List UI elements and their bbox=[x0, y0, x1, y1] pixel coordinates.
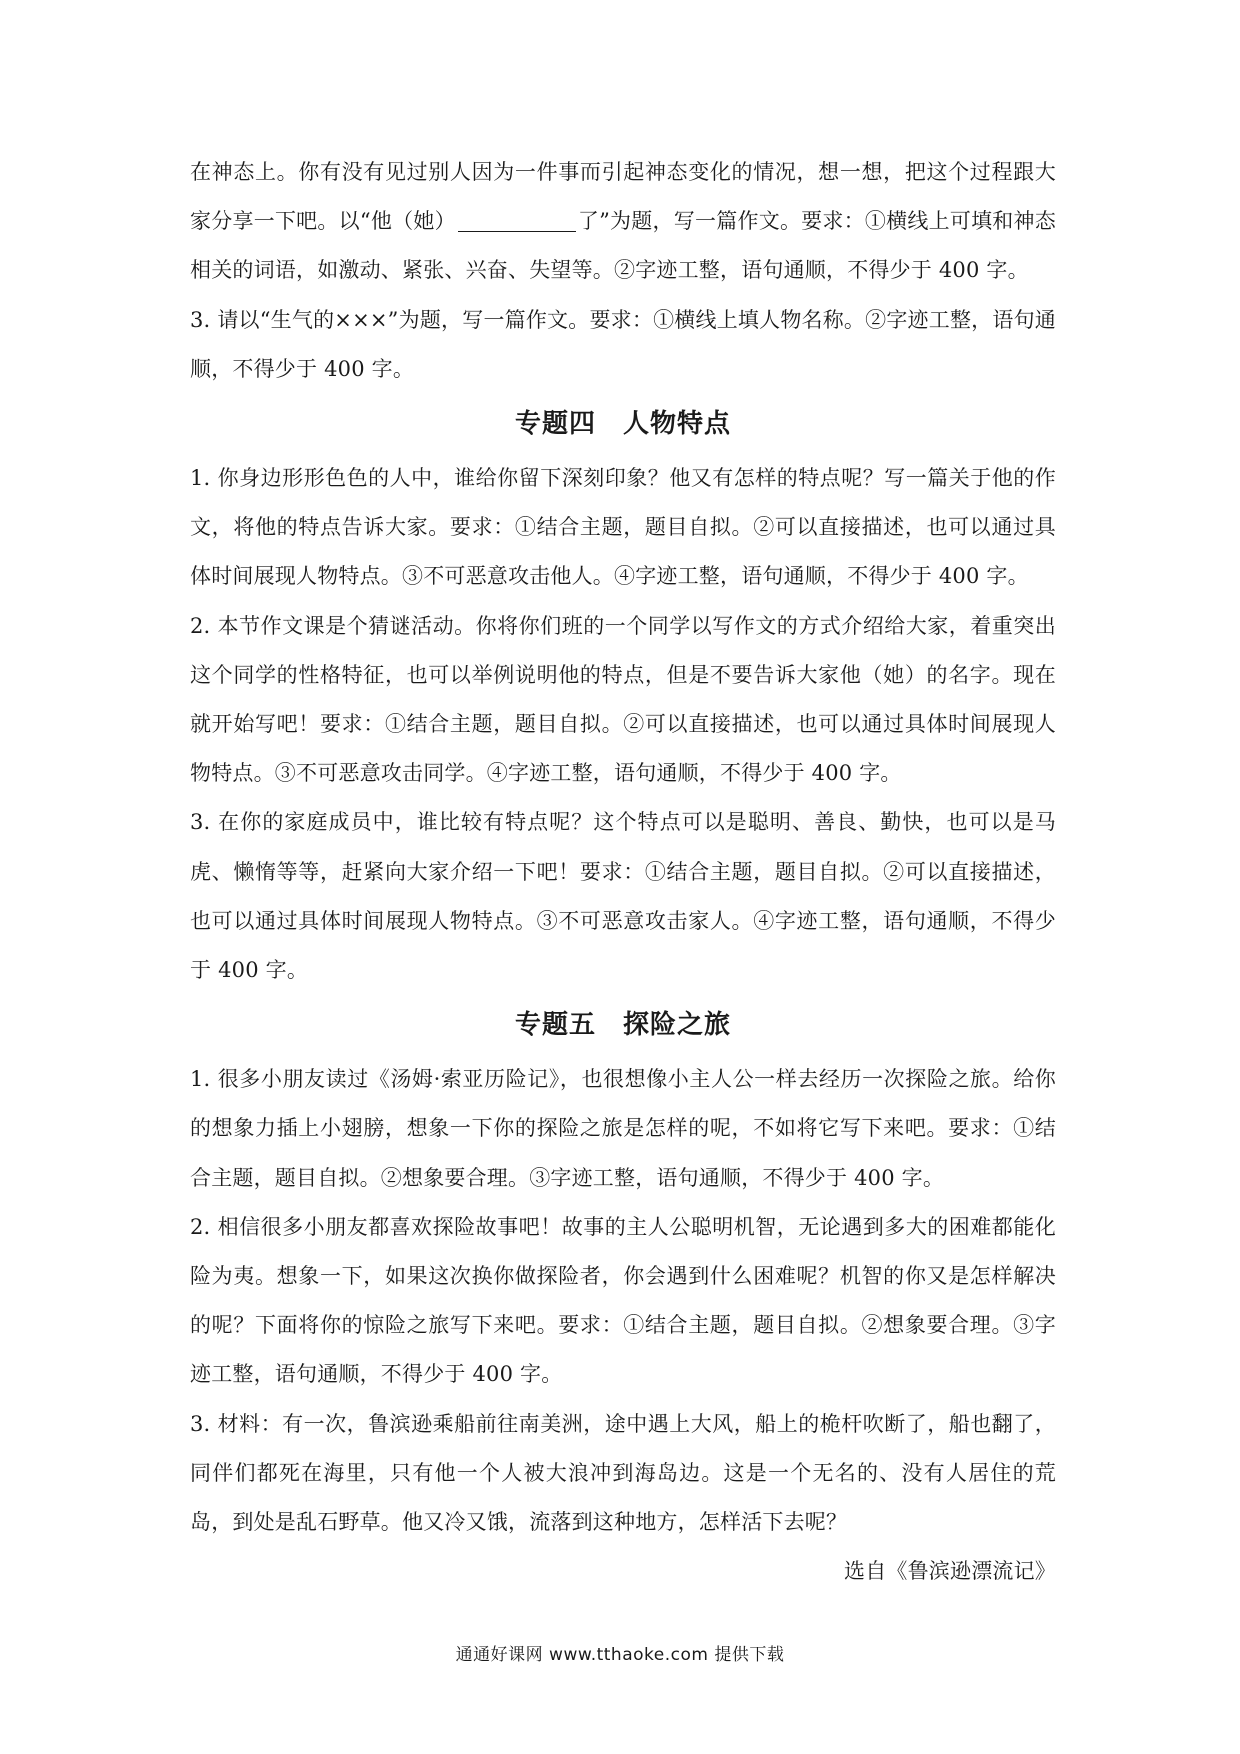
fill-in-blank-line bbox=[458, 209, 576, 232]
section-5-item-2: 2. 相信很多小朋友都喜欢探险故事吧！故事的主人公聪明机智，无论遇到多大的困难都能化险为夷。想象一下，如果这次换你做探险者，你会遇到什么困难呢？机智的你又是怎样解决的呢？下面将你的惊险之旅写下来吧。要求：①结合主题，题目自拟。②想象要合理。③字迹工整，语句通顺，不得少于 400 字。 bbox=[190, 1214, 1056, 1387]
section-5-item-3-text: 3. 材料：有一次，鲁滨逊乘船前往南美洲，途中遇上大风，船上的桅杆吹断了，船也翻了，同伴们都死在海里，只有他一个人被大浪冲到海岛边。这是一个无名的、没有人居住的荒岛，到处是乱石野草。他又冷又饿，流落到这种地方，怎样活下去呢？ bbox=[190, 1411, 1056, 1535]
intro-item-3: 3. 请以“生气的×××”为题，写一篇作文。要求：①横线上填人物名称。②字迹工整，语句通顺，不得少于 400 字。 bbox=[190, 307, 1056, 381]
section-4-item-1: 1. 你身边形形色色的人中，谁给你留下深刻印象？他又有怎样的特点呢？写一篇关于他的作文，将他的特点告诉大家。要求：①结合主题，题目自拟。②可以直接描述，也可以通过具体时间展现人物特点。③不可恶意攻击他人。④字迹工整，语句通顺，不得少于 400 字。 bbox=[190, 466, 1056, 589]
section-4-item-2: 2. 本节作文课是个猜谜活动。你将你们班的一个同学以写作文的方式介绍给大家，着重突出这个同学的性格特征，也可以举例说明他的特点，但是不要告诉大家他（她）的名字。现在就开始写吧！要求：①结合主题，题目自拟。②可以直接描述，也可以通过具体时间展现人物特点。③不可恶意攻击同学。④字迹工整，语句通顺，不得少于 400 字。 bbox=[190, 613, 1056, 786]
intro-text-before-blank: 在神态上。你有没有见过别人因为一件事而引起神态变化的情况，想一想，把这个过程跟大家分享一下吧。以“他（她） bbox=[190, 160, 1056, 234]
page-footer: 通通好课网 www.tthaoke.com 提供下载 bbox=[455, 1645, 785, 1665]
section-5-title: 专题五 探险之旅 bbox=[514, 1010, 731, 1041]
section-5-item-3 bbox=[190, 1400, 1056, 1584]
document-page bbox=[190, 148, 1056, 1596]
section-4-title: 专题四 人物特点 bbox=[514, 409, 731, 440]
intro-text-after-blank: 了”为题，写一篇作文。要求：①横线上可填和神态相关的词语，如激动、紧张、兴奋、失望等。②字迹工整，语句通顺，不得少于 400 字。 bbox=[190, 209, 1056, 283]
section-5-item-1: 1. 很多小朋友读过《汤姆·索亚历险记》，也很想像小主人公一样去经历一次探险之旅。给你的想象力插上小翅膀，想象一下你的探险之旅是怎样的呢，不如将它写下来吧。要求：①结合主题，题目自拟。②想象要合理。③字迹工整，语句通顺，不得少于 400 字。 bbox=[190, 1067, 1056, 1190]
intro-paragraph bbox=[190, 148, 1056, 296]
section-4-item-3: 3. 在你的家庭成员中，谁比较有特点呢？这个特点可以是聪明、善良、勤快，也可以是马虎、懒惰等等，赶紧向大家介绍一下吧！要求：①结合主题，题目自拟。②可以直接描述，也可以通过具体时间展现人物特点。③不可恶意攻击家人。④字迹工整，语句通顺，不得少于 400 字。 bbox=[190, 810, 1056, 983]
section-5-item-3-source: 选自《鲁滨逊漂流记》 bbox=[844, 1559, 1056, 1584]
